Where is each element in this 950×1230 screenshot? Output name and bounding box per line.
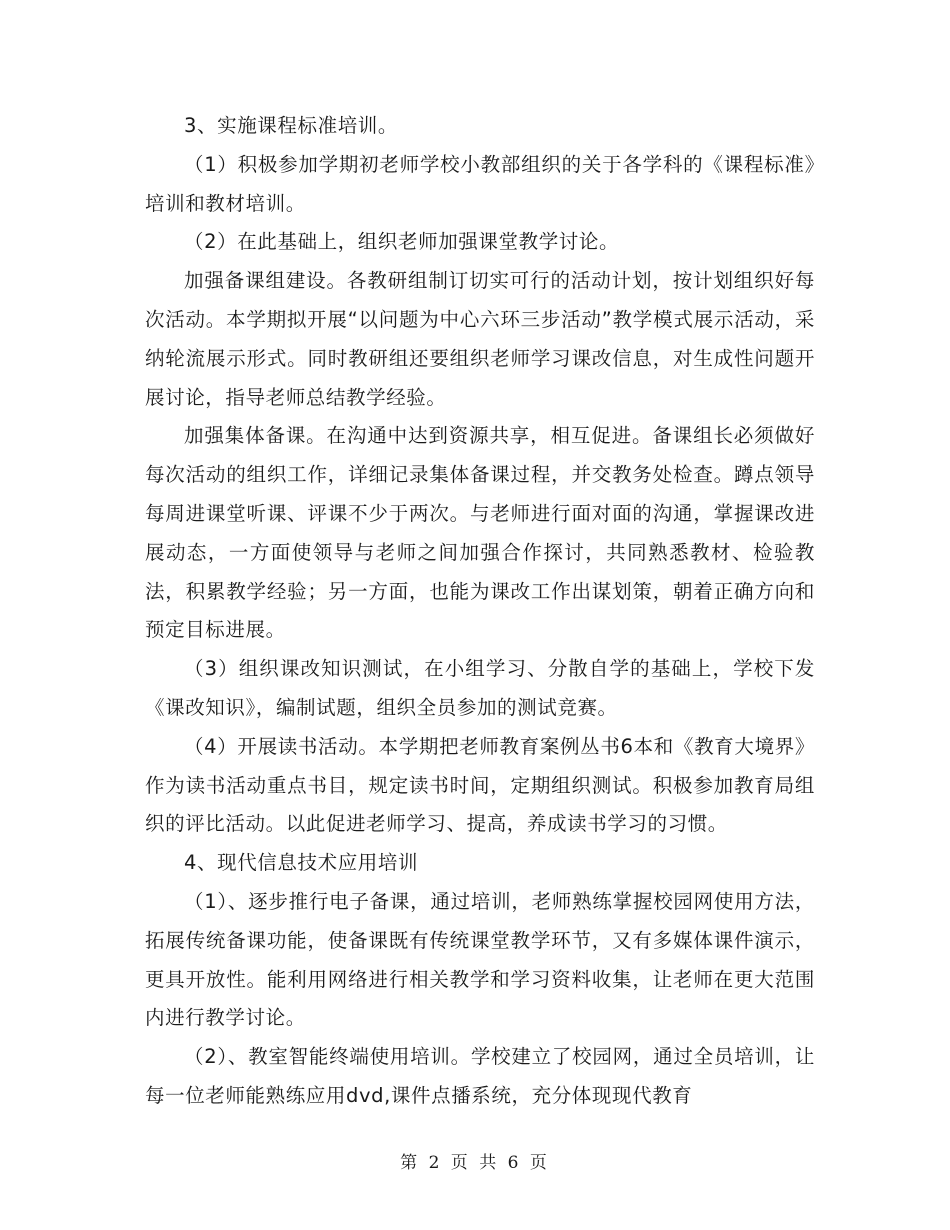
paragraph-8: 4、现代信息技术应用培训 — [184, 851, 419, 875]
paragraph-2: （1）积极参加学期初老师学校小教部组织的关于各学科的《课程标准》培训和教材培训。 — [145, 152, 815, 215]
paragraph-1: 3、实施课程标准培训。 — [184, 114, 399, 137]
paragraph-5: 加强集体备课。在沟通中达到资源共享，相互促进。备课组长必须做好每次活动的组织工作，详细记录集体备课过程，并交教务处检查。蹲点领导每周进课堂听课、评课不少于两次。与老师进行面对面的沟通，掌握课改进展动态，一方面使领导与老师之间加强合作探讨，共同熟悉教材、检验教法，积累教学经验；另一方面，也能为课改工作出谋划策，朝着正确方向和预定目标进展。 — [145, 424, 815, 642]
paragraph-4: 加强备课组建设。各教研组制订切实可行的活动计划，按计划组织好每次活动。本学期拟开展“以问题为中心六环三步活动”教学模式展示活动，采纳轮流展示形式。同时教研组还要组织老师学习课改信息，对生成性问题开展讨论，指导老师总结教学经验。 — [145, 269, 815, 409]
document-body — [145, 107, 815, 1116]
page-number-footer: 第 2 页 共 6 页 — [400, 1153, 550, 1173]
paragraph-3: （2）在此基础上，组织老师加强课堂教学讨论。 — [184, 230, 620, 254]
paragraph-10: （2）、教室智能终端使用培训。学校建立了校园网，通过全员培训，让每一位老师能熟练应用dvd,课件点播系统，充分体现现代教育 — [145, 1045, 815, 1107]
paragraph-9: （1）、逐步推行电子备课，通过培训，老师熟练掌握校园网使用方法，拓展传统备课功能，使备课既有传统课堂教学环节，又有多媒体课件演示，更具开放性。能利用网络进行相关教学和学习资料收集，让老师在更大范围内进行教学讨论。 — [145, 889, 815, 1030]
paragraph-6: （3）组织课改知识测试，在小组学习、分散自学的基础上，学校下发《课改知识》，编制试题，组织全员参加的测试竞赛。 — [145, 657, 815, 719]
paragraph-7: （4）开展读书活动。本学期把老师教育案例丛书6本和《教育大境界》作为读书活动重点书目，规定读书时间，定期组织测试。积极参加教育局组织的评比活动。以此促进老师学习、提高，养成读书学习的习惯。 — [145, 734, 815, 836]
